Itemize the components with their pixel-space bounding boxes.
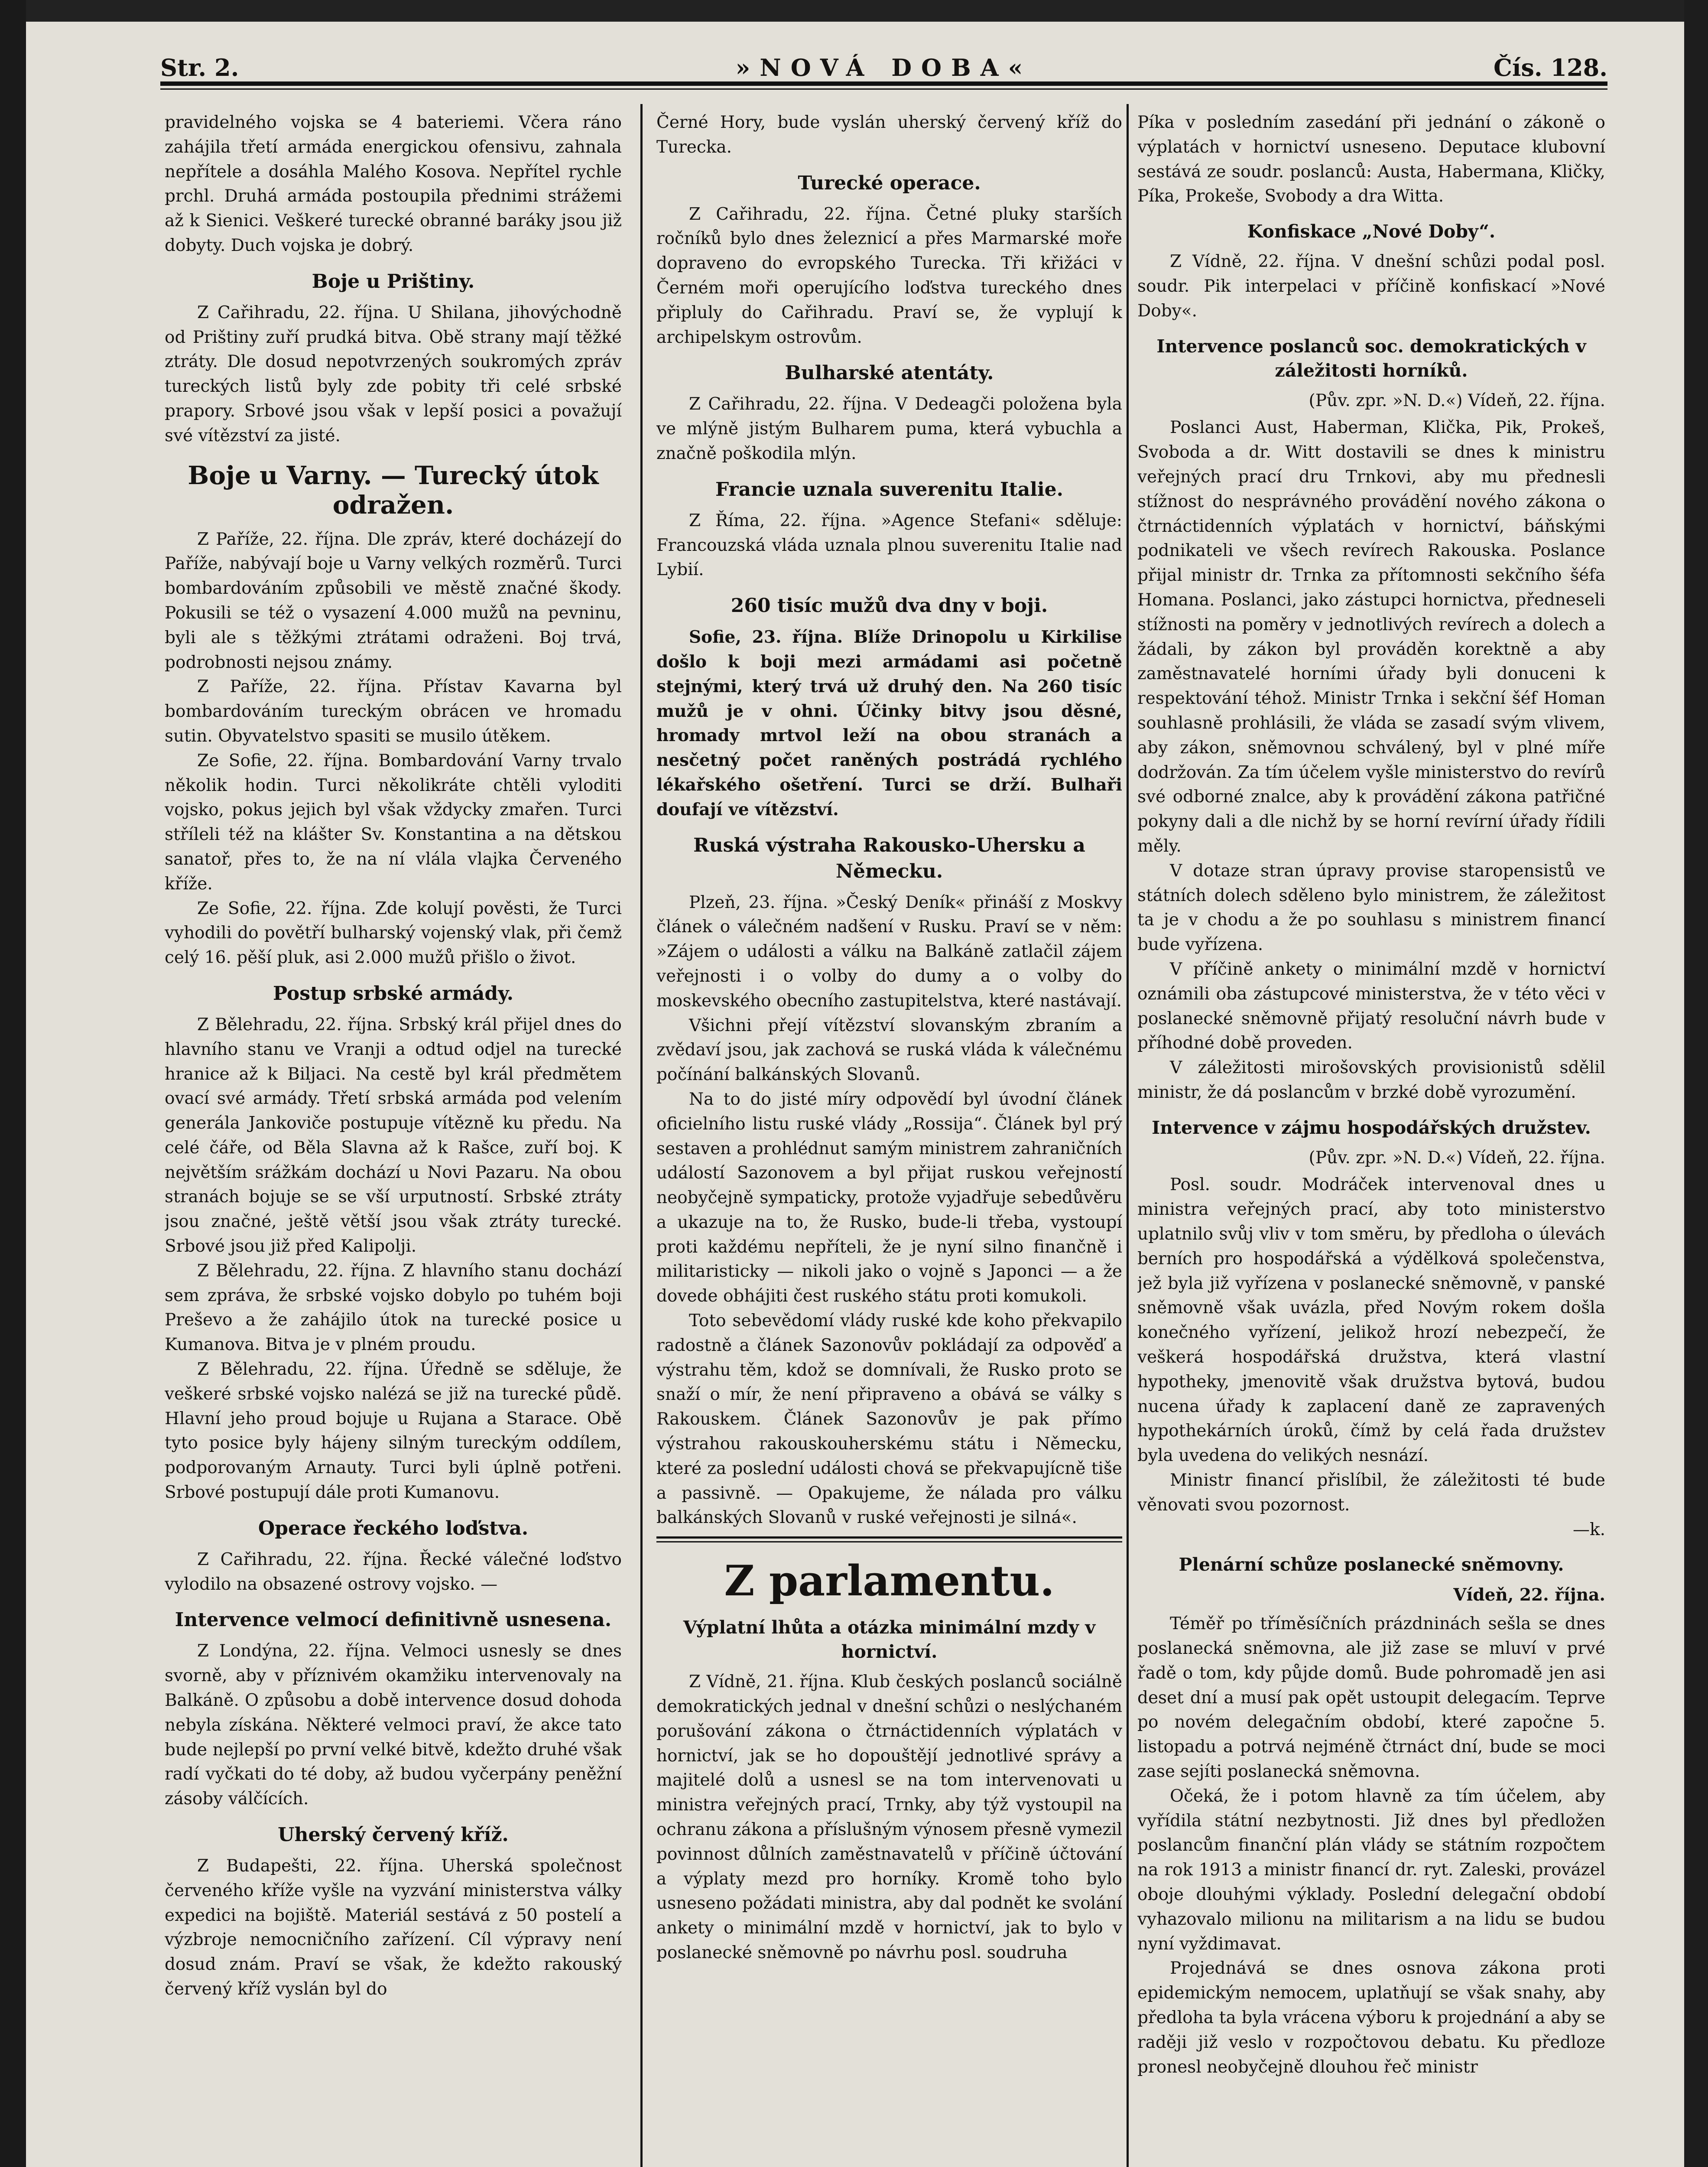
article-paragraph: Z Vídně, 22. října. V dnešní schůzi podal posl. soudr. Pik interpelaci v příčině konfiskací »Nové Doby«. bbox=[1137, 252, 1605, 321]
article-paragraph: Na to do jisté míry odpovědí byl úvodní článek oficielního listu ruské vlády „Rossija“. Článek byl prý sestaven a prohlédnut samým ministrem zahraničních událostí Sazonovem a byl přijat ruskou veřejností neobyčejně sympaticky, protože vyjadřuje sebedůvěru a ukazuje na to, že Rusko, bude-li třeba, vystoupí proti každému nepříteli, že je nyní silno finančně i militaristicky — nikoli jako o vojně s Japonci — a že dovede obhájiti čest ruského státu proti komukoli. bbox=[656, 1089, 1122, 1306]
column-3 bbox=[1137, 111, 1605, 2167]
article-paragraph-bold: Sofie, 23. října. Blíže Drinopolu u Kirkilise došlo k boji mezi armádami asi početně stejnými, který trvá už druhý den. Na 260 tisíc mužů je v ohni. Účinky bitvy jsou děsné, hromady mrtvol leží na obou stranách a nesčetný počet raněných postrádá rychlého lékařského ošetření. Turci se drží. Bulhaři doufají ve vítězství. bbox=[656, 627, 1122, 820]
headline-vyplatni-lhuta: Výplatní lhůta a otázka minimální mzdy v hornictví. bbox=[683, 1617, 1096, 1663]
dateline: Vídeň, 22. října. bbox=[1453, 1585, 1605, 1605]
article-paragraph: Všichni přejí vítězství slovanským zbraním a zvědaví jsou, jak zachová se ruská vláda k válečnému počínání balkánských Slovanů. bbox=[656, 1015, 1122, 1085]
article-paragraph: Z Říma, 22. října. »Agence Stefani« sděluje: Francouzská vláda uznala plnou suverenitu Italie nad Lybií. bbox=[656, 511, 1122, 580]
column-divider-1 bbox=[640, 104, 643, 2167]
article-paragraph: Černé Hory, bude vyslán uherský červený kříž do Turecka. bbox=[656, 113, 1122, 157]
article-paragraph: V dotaze stran úpravy provise staropensistů ve státních dolech sděleno bylo ministrem, že záležitost ta je v chodu a že po souhlasu s ministrem financí bude vyřízena. bbox=[1137, 861, 1605, 955]
article-paragraph: Z Bělehradu, 22. října. Z hlavního stanu dochází sem zpráva, že srbské vojsko dobylo po tuhém boji Preševo a že zahájilo útok na turecké posice u Kumanova. Bitva je v plném proudu. bbox=[165, 1261, 622, 1355]
headline-postup: Postup srbské armády. bbox=[273, 982, 514, 1005]
article-paragraph: Projednává se dnes osnova zákona proti epidemickým nemocem, uplatňují se však snahy, aby předloha ta byla vrácena výboru k projednání a aby se raději již veslo v rozpočtovou debatu. Ku předloze pronesl neobyčejně dlouhou řeč ministr bbox=[1137, 1959, 1605, 2077]
headline-ruska-vystraha: Ruská výstraha Rakousko-Uhersku a Německu. bbox=[693, 834, 1085, 882]
source-line: (Pův. zpr. »N. D.«) Vídeň, 22. října. bbox=[1309, 390, 1605, 410]
article-paragraph: Ze Sofie, 22. října. Zde kolují pověsti, že Turci vyhodili do povětří bulharský vojenský vlak, při čemž celý 16. pěší pluk, asi 2.000 mužů přišlo o život. bbox=[165, 898, 622, 968]
article-paragraph: Z Cařihradu, 22. října. U Shilana, jihovýchodně od Prištiny zuří prudká bitva. Obě strany mají těžké ztráty. Dle dosud nepotvrzených soukromých zpráv tureckých listů byly zde pobity tři celé srbské prapory. Srbové jsou však v lepší posici a považují své vítězství za jisté. bbox=[165, 303, 622, 446]
article-paragraph: Z Paříže, 22. října. Přístav Kavarna byl bombardováním tureckým obrácen ve hromadu sutin. Obyvatelstvo spasiti se musilo útěkem. bbox=[165, 677, 622, 746]
headline-cerveny-kriz: Uherský červený kříž. bbox=[278, 1824, 509, 1846]
page-number: Str. 2. bbox=[160, 54, 239, 81]
section-rule bbox=[656, 1536, 1122, 1539]
headline-bulharske-atentaty: Bulharské atentáty. bbox=[785, 362, 994, 384]
article-paragraph: Poslanci Aust, Haberman, Klička, Pik, Prokeš, Svoboda a dr. Witt dostavili se dnes k ministru veřejných prací dru Trnkovi, aby mu přednesli stížnost do nesprávného provádění nového zákona o čtrnáctidenních výplatách v hornictví, báňskými podnikateli ve všech revírech Rakouska. Poslance přijal ministr dr. Trnka za přítomnosti sekčního šéfa Homana. Poslanci, jako zástupci hornictva, předneseli stížnosti na poměry v jednotlivých revírech a dolech a žádali, by zákon byl prováděn korektně a aby zaměstnavatelé horními úřady byli donuceni k respektování téhož. Ministr Trnka i sekční šéf Homan souhlasně prohlásili, že vláda se zasadí svým vlivem, aby zákon, sněmovnou schválený, byl v plné míře dodržován. Za tím účelem vyšle ministerstvo do revírů své odborné znalce, aby k provádění zákona patřičné pokyny dali a dle nichž by se horní revírní úřady řídili měly. bbox=[1137, 418, 1605, 856]
article-paragraph: Očeká, že i potom hlavně za tím účelem, aby vyřídila státní nezbytnosti. Již dnes byl předložen poslancům finanční plán vlády se státním rozpočtem na rok 1913 a ministr financí dr. ryt. Zaleski, provázel oboje dlouhými výklady. Poslední delegační období vyhazovalo milionu na militarism a na lidu se budou nyní vyždimavat. bbox=[1137, 1786, 1605, 1954]
masthead-rule-thin bbox=[160, 88, 1607, 90]
headline-plenarni-schuze: Plenární schůze poslanecké sněmovny. bbox=[1179, 1554, 1564, 1575]
issue-number: Čís. 128. bbox=[1493, 54, 1607, 81]
headline-intervence-velmoci: Intervence velmocí definitivně usnesena. bbox=[175, 1609, 612, 1631]
section-heading-parlament: Z parlamentu. bbox=[724, 1556, 1055, 1606]
headline-varna: Boje u Varny. — Turecký útok odražen. bbox=[188, 460, 599, 520]
newspaper-title: »NOVÁ DOBA« bbox=[735, 54, 1033, 81]
article-paragraph: V příčině ankety o minimální mzdě v hornictví oznámili oba zástupcové ministerstva, že v této věci v poslanecké sněmovně přijatý resoluční návrh bude v příhodné době proveden. bbox=[1137, 959, 1605, 1053]
article-paragraph: Píka v posledním zasedání při jednání o zákoně o výplatách v hornictví usneseno. Deputace klubovní sestává ze soudr. poslanců: Austa, Habermana, Kličky, Píka, Prokeše, Svobody a dra Witta. bbox=[1137, 113, 1605, 206]
article-paragraph: Toto sebevědomí vlády ruské kde koho překvapilo radostně a článek Sazonovův pokládají za odpověď a výstrahu těm, kdož se domnívali, že Rusko proto se snaží o mír, že není připraveno a obává se války s Rakouskem. Článek Sazonovův je pak přímo výstrahou rakouskouherskému státu i Německu, které za poslední události chová se překvapujícně tiše a passivně. — Opakujeme, že nálada pro válku balkánských Slovanů v ruské veřejnosti je silná«. bbox=[656, 1311, 1122, 1528]
article-paragraph: Z Cařihradu, 22. října. Řecké válečné loďstvo vylodilo na obsazené ostrovy vojsko. — bbox=[165, 1549, 622, 1594]
headline-260-tisic: 260 tisíc mužů dva dny v boji. bbox=[731, 595, 1048, 617]
article-paragraph: V záležitosti mirošovských provisionistů sdělil ministr, že dá poslancům v brzké době vyrozumění. bbox=[1137, 1058, 1605, 1102]
article-paragraph: Z Vídně, 21. října. Klub českých poslanců sociálně demokratických jednal v dnešní schůzi o neslýchaném porušování zákona o čtrnáctidenních výplatách v hornictví, jak se ho dopouštějí jednotlivé správy a majitelé dolů a usnesl se na tom intervenovati u ministra veřejných prací, Trnky, aby týž vystoupil na ochranu zákona a příslušným výnosem přesně vymezil povinnost důlních zaměstnavatelů v příčině účtování a výplaty mezd pro horníky. Kromě toho bylo usneseno požádati ministra, aby dal podnět ke svolání ankety o minimální mzdě v hornictví, jak to bylo v poslanecké sněmovně po návrhu posl. soudruha bbox=[656, 1672, 1122, 1963]
article-paragraph: Z Bělehradu, 22. října. Srbský král přijel dnes do hlavního stanu ve Vranji a odtud odjel na turecké hranice až k Biljaci. Na cestě byl král předmětem ovací své armády. Třetí srbská armáda pod velením generála Jankoviče postupuje vítězně ku předu. Na celé čáře, od Běla Slavna až k Rašce, zuří boj. K největším srážkám dochází u Novi Pazaru. Na obou stranách bojuje se se vší urputností. Srbské ztráty jsou značné, ještě větší jsou však ztráty turecké. Srbové jsou již před Kalipolji. bbox=[165, 1015, 622, 1256]
article-paragraph: Z Cařihradu, 22. října. Četné pluky starších ročníků bylo dnes železnicí a přes Marmarské moře dopraveno do evropského Turecka. Tři křižáci v Černém moři operujícího loďstva tureckého dnes připluly do Cařihradu. Praví se, že vyplují k archipelskym ostrovům. bbox=[656, 204, 1122, 347]
scan-border-left bbox=[0, 0, 26, 2167]
source-line: (Pův. zpr. »N. D.«) Vídeň, 22. října. bbox=[1309, 1148, 1605, 1168]
headline-pristina: Boje u Prištiny. bbox=[312, 270, 475, 293]
column-divider-2 bbox=[1127, 104, 1129, 2167]
article-paragraph: Z Bělehradu, 22. října. Úředně se sděluje, že veškeré srbské vojsko nalézá se již na turecké půdě. Hlavní jeho proud bojuje u Rujana a Starace. Obě tyto posice byly hájeny silným tureckým oddílem, podporovaným Arnauty. Turci byli úplně potřeni. Srbové postupují dále proti Kumanovu. bbox=[165, 1360, 622, 1503]
section-rule-thin bbox=[656, 1541, 1122, 1542]
article-paragraph: Z Budapešti, 22. října. Uherská společnost červeného kříže vyšle na vyzvání ministerstva války expedici na bojiště. Materiál sestává z 50 postelí a výzbroje nemocničního zařízení. Cíl výpravy není dosud znám. Praví se však, že kdežto rakouský červený kříž vyslán byl do bbox=[165, 1856, 622, 1999]
scan-border-top bbox=[0, 0, 1708, 22]
article-paragraph: Z Londýna, 22. října. Velmoci usnesly se dnes svorně, aby v příznivém okamžiku intervenovaly na Balkáně. O způsobu a době intervence dosud dohoda nebyla získána. Některé velmoci praví, že akce tato bude nejlepší po první velké bitvě, kdežto druhé však radí vyčkati do té doby, až budou vyčerpány peněžní zásoby válčících. bbox=[165, 1641, 622, 1809]
article-paragraph: Plzeň, 23. října. »Český Deník« přináší z Moskvy článek o válečném nadšení v Rusku. Praví se v něm: »Zájem o události a válku na Balkáně zatlačil zájem veřejnosti i o volby do dumy a o volby do moskevského obecního zastupitelstva, které nastávají. bbox=[656, 892, 1122, 1011]
article-paragraph: Ze Sofie, 22. října. Bombardování Varny trvalo několik hodin. Turci několikráte chtěli vyloditi vojsko, pokus jejich byl však vždycky zmařen. Turci stříleli též na klášter Sv. Konstantina a na dětskou sanatoř, přes to, že na ní vlála vlajka Červeného kříže. bbox=[165, 751, 622, 894]
article-paragraph: Z Cařihradu, 22. října. V Dedeagči položena byla ve mlýně jistým Bulharem puma, která vybuchla a značně poškodila mlýn. bbox=[656, 394, 1122, 463]
article-paragraph: pravidelného vojska se 4 bateriemi. Včera ráno zahájila třetí armáda energickou ofensivu, zahnala nepřítele a dosáhla Malého Kosova. Nepřítel rychle prchl. Druhá armáda postoupila přednimi strážemi až k Sienici. Veškeré turecké obranné baráky jsou již dobyty. Duch vojska je dobrý. bbox=[165, 113, 622, 255]
author-signature: —k. bbox=[1572, 1520, 1605, 1539]
headline-konfiskace: Konfiskace „Nové Doby“. bbox=[1247, 221, 1496, 242]
masthead-rule bbox=[160, 81, 1607, 86]
article-paragraph: Ministr financí přislíbil, že záležitosti té bude věnovati svou pozornost. bbox=[1137, 1471, 1605, 1515]
masthead bbox=[160, 48, 1607, 82]
headline-turecke-operace: Turecké operace. bbox=[798, 172, 981, 194]
headline-francie: Francie uznala suverenitu Italie. bbox=[715, 478, 1063, 501]
headline-lodstvo: Operace řeckého loďstva. bbox=[258, 1517, 529, 1539]
article-paragraph: Posl. soudr. Modráček intervenoval dnes u ministra veřejných prací, aby toto ministerstvo uplatnilo svůj vliv v tom směru, by předloha o úlevách berních pro hospodářská a výdělková společenstva, jež byla již vyřízena v poslanecké sněmovně, v panské sněmovně však uvázla, před Novým rokem došla konečného vyřízení, jelikož hrozí nebezpečí, že veškerá hospodářská družstva, která vlastní hypotheky, jmenovitě však družstva bytová, budou nucena úřady k zaplacení daně ze zapravených hypothekárních úroků, čímž by celá řada družstev byla uvedena do velikých nesnází. bbox=[1137, 1175, 1605, 1466]
headline-druzstva: Intervence v zájmu hospodářských družstev. bbox=[1152, 1117, 1591, 1138]
column-2 bbox=[656, 111, 1122, 2167]
headline-intervence-poslancu: Intervence poslanců soc. demokratických v záležitosti horníků. bbox=[1156, 335, 1586, 381]
column-1 bbox=[165, 111, 622, 2167]
article-paragraph: Téměř po tříměsíčních prázdninách sešla se dnes poslanecká sněmovna, ale již zase se mluví v prvé řadě o tom, kdy půjde domů. Bude pohromadě jen asi deset dní a musí pak opět ustoupit delegacím. Teprve po novém delegačním období, které započne 5. listopadu a potrvá nejméně čtrnáct dní, bude se moci zase sejíti poslanecká sněmovna. bbox=[1137, 1614, 1605, 1782]
article-paragraph: Z Paříže, 22. října. Dle zpráv, které docházejí do Paříže, nabývají boje u Varny velkých rozměrů. Turci bombardováním způsobili ve městě značné škody. Pokusili se též o vysazení 4.000 mužů na pevninu, byli ale s těžkými ztrátami odraženi. Boj trvá, podrobnosti nejsou známy. bbox=[165, 529, 622, 672]
scan-border-right bbox=[1684, 0, 1708, 2167]
